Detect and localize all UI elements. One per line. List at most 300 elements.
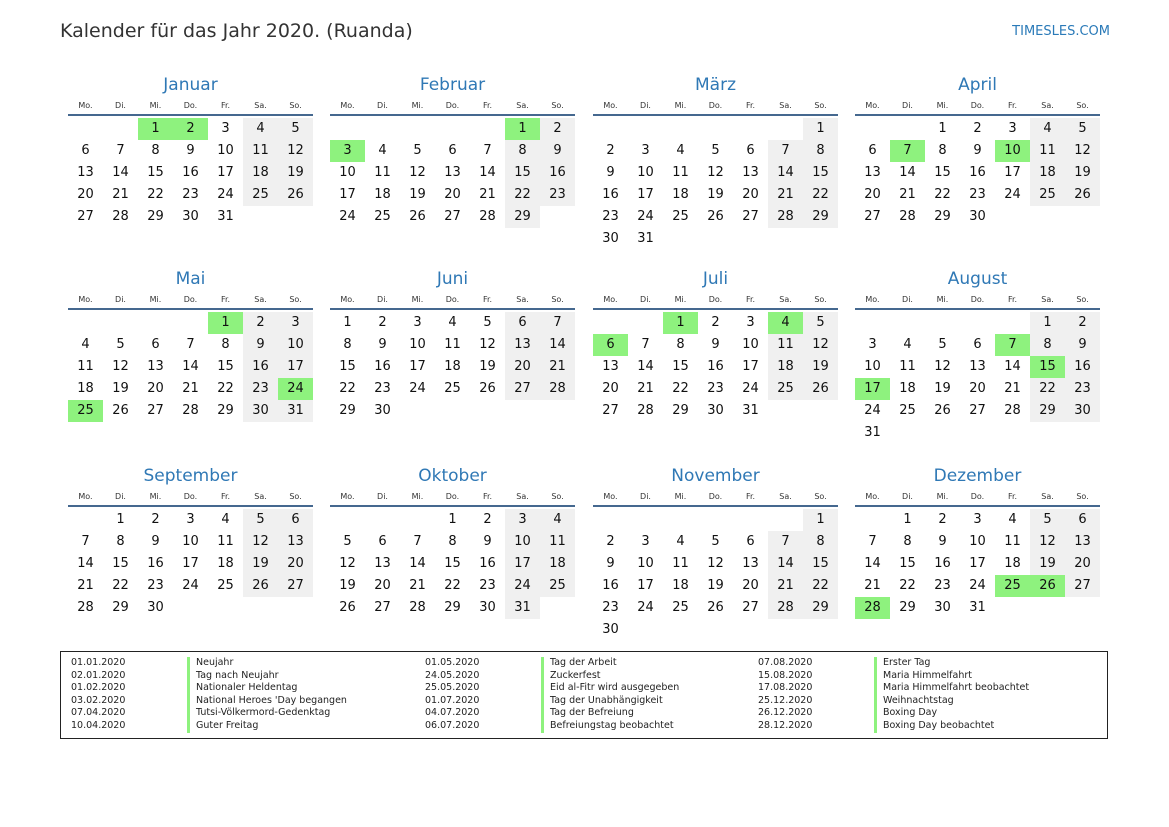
day-cell: 12 (803, 334, 838, 356)
day-cell: 19 (934, 381, 951, 396)
day-cell: 16 (602, 187, 619, 202)
month-7 (593, 266, 838, 422)
weekday-label: Fr. (1007, 492, 1018, 501)
month-11 (593, 463, 838, 641)
day-cell: 6 (1065, 509, 1100, 531)
weekday-label: So. (1076, 295, 1089, 304)
weekday-label: Mo. (78, 295, 93, 304)
holiday-column (415, 657, 679, 733)
day-cell: 13 (742, 556, 759, 571)
day-cell: 31 (969, 600, 986, 615)
empty-day (593, 312, 628, 334)
holiday-name: Maria Himmelfahrt beobachtet (874, 682, 1029, 695)
day-cell: 2 (606, 534, 615, 549)
day-cell: 10 (637, 165, 654, 180)
month-3 (593, 72, 838, 250)
month-2 (330, 72, 575, 228)
day-cell: 30 (707, 403, 724, 418)
day-cell: 3 (746, 315, 755, 330)
day-cell: 11 (1030, 140, 1065, 162)
holiday-name: Befreiungstag beobachtet (541, 720, 674, 733)
holiday-date: 10.04.2020 (71, 719, 126, 731)
holiday-day-cell: 2 (173, 118, 208, 140)
week-row (68, 509, 313, 531)
day-cell: 16 (707, 359, 724, 374)
empty-day (330, 509, 365, 531)
weekday-label: Di. (640, 492, 651, 501)
day-cell: 5 (343, 534, 352, 549)
weekday-label: Di. (902, 101, 913, 110)
day-cell: 21 (479, 187, 496, 202)
day-cell: 4 (81, 337, 90, 352)
day-cell: 2 (151, 512, 160, 527)
day-cell: 9 (151, 534, 160, 549)
week-row (330, 378, 575, 400)
day-cell: 4 (540, 509, 575, 531)
month-5 (68, 266, 313, 422)
weekday-label: Mi. (411, 295, 424, 304)
day-cell: 23 (374, 381, 391, 396)
day-cell: 19 (339, 578, 356, 593)
week-row (593, 312, 838, 334)
day-cell: 23 (147, 578, 164, 593)
day-cell: 2 (938, 512, 947, 527)
day-cell: 23 (1065, 378, 1100, 400)
day-cell: 11 (77, 359, 94, 374)
holiday-day-cell: 17 (855, 378, 890, 400)
week-row (855, 118, 1100, 140)
day-cell: 21 (112, 187, 129, 202)
day-cell: 5 (1030, 509, 1065, 531)
month-1 (68, 72, 313, 228)
empty-day (540, 597, 575, 619)
empty-day (733, 228, 768, 250)
empty-day (173, 597, 208, 619)
day-cell: 23 (602, 600, 619, 615)
site-link[interactable]: TIMESLES.COM (1012, 24, 1110, 39)
week-row (593, 206, 838, 228)
day-cell: 26 (803, 378, 838, 400)
week-row (68, 575, 313, 597)
day-cell: 15 (803, 553, 838, 575)
day-cell: 3 (413, 315, 422, 330)
day-cell: 21 (768, 575, 803, 597)
day-cell: 8 (343, 337, 352, 352)
week-row (855, 334, 1100, 356)
day-cell: 16 (479, 556, 496, 571)
week-row (330, 206, 575, 228)
month-name: Februar (419, 75, 486, 95)
week-row (68, 356, 313, 378)
holiday-name: National Heroes 'Day begangen (187, 695, 347, 708)
day-cell: 14 (112, 165, 129, 180)
holiday-name: Tag nach Neujahr (187, 670, 279, 683)
weekday-label: Fr. (745, 295, 756, 304)
day-cell: 15 (444, 556, 461, 571)
day-cell: 28 (479, 209, 496, 224)
day-cell: 24 (969, 578, 986, 593)
day-cell: 11 (444, 337, 461, 352)
weekday-label: Fr. (1007, 101, 1018, 110)
empty-day (1065, 422, 1100, 444)
day-cell: 15 (934, 165, 951, 180)
day-cell: 30 (243, 400, 278, 422)
day-cell: 16 (374, 359, 391, 374)
day-cell: 7 (768, 140, 803, 162)
holiday-date: 04.07.2020 (425, 707, 480, 719)
day-cell: 27 (602, 403, 619, 418)
day-cell: 17 (278, 356, 313, 378)
month-name: November (671, 466, 760, 486)
empty-day (995, 312, 1030, 334)
week-row (855, 597, 1100, 619)
weekday-label: Mo. (603, 101, 618, 110)
day-cell: 3 (278, 312, 313, 334)
empty-day (698, 118, 733, 140)
day-cell: 12 (707, 165, 724, 180)
day-cell: 26 (278, 184, 313, 206)
weekday-header (593, 98, 838, 116)
day-cell: 9 (938, 534, 947, 549)
day-cell: 1 (116, 512, 125, 527)
day-cell: 12 (339, 556, 356, 571)
day-cell: 12 (243, 531, 278, 553)
empty-day (400, 118, 435, 140)
day-cell: 13 (77, 165, 94, 180)
holiday-date: 17.08.2020 (758, 682, 813, 694)
day-cell: 18 (217, 556, 234, 571)
day-cell: 6 (746, 534, 755, 549)
day-cell: 10 (339, 165, 356, 180)
day-cell: 12 (112, 359, 129, 374)
week-row (68, 206, 313, 228)
weekday-label: Mi. (936, 101, 949, 110)
empty-day (768, 118, 803, 140)
day-cell: 20 (374, 578, 391, 593)
empty-day (698, 228, 733, 250)
day-cell: 4 (676, 143, 685, 158)
day-cell: 28 (899, 209, 916, 224)
day-cell: 3 (973, 512, 982, 527)
day-cell: 22 (339, 381, 356, 396)
holiday-entry (748, 657, 1029, 670)
day-cell: 2 (606, 143, 615, 158)
week-row (593, 334, 838, 356)
day-cell: 29 (112, 600, 129, 615)
week-row (855, 140, 1100, 162)
day-cell: 13 (742, 165, 759, 180)
day-cell: 29 (672, 403, 689, 418)
day-cell: 14 (540, 334, 575, 356)
day-cell: 5 (413, 143, 422, 158)
day-cell: 25 (1030, 184, 1065, 206)
day-cell: 23 (182, 187, 199, 202)
weekday-label: Fr. (1007, 295, 1018, 304)
day-cell: 8 (803, 140, 838, 162)
day-cell: 6 (278, 509, 313, 531)
weekday-label: Di. (377, 295, 388, 304)
day-cell: 11 (672, 165, 689, 180)
day-cell: 2 (711, 315, 720, 330)
holiday-entry (61, 695, 347, 708)
month-name: Oktober (418, 466, 487, 486)
weekday-label: So. (551, 295, 564, 304)
day-cell: 31 (742, 403, 759, 418)
weekday-label: Fr. (482, 101, 493, 110)
day-cell: 22 (1030, 378, 1065, 400)
day-cell: 3 (868, 337, 877, 352)
day-cell: 11 (243, 140, 278, 162)
day-cell: 24 (505, 575, 540, 597)
weekday-header (593, 489, 838, 507)
week-row (855, 206, 1100, 228)
day-cell: 25 (217, 578, 234, 593)
day-cell: 21 (409, 578, 426, 593)
week-row (330, 400, 575, 422)
holiday-entry (748, 670, 1029, 683)
day-cell: 8 (676, 337, 685, 352)
weekday-label: So. (289, 492, 302, 501)
weekday-label: Mo. (865, 101, 880, 110)
day-cell: 28 (77, 600, 94, 615)
week-row (68, 597, 313, 619)
day-cell: 5 (243, 509, 278, 531)
week-row (330, 509, 575, 531)
day-cell: 28 (768, 206, 803, 228)
day-cell: 15 (803, 162, 838, 184)
weekday-label: So. (289, 101, 302, 110)
weekday-label: Sa. (254, 101, 267, 110)
day-cell: 27 (278, 575, 313, 597)
day-cell: 22 (444, 578, 461, 593)
day-cell: 29 (444, 600, 461, 615)
day-cell: 11 (1004, 534, 1021, 549)
empty-day (768, 619, 803, 641)
month-4 (855, 72, 1100, 228)
day-cell: 12 (1065, 140, 1100, 162)
day-cell: 27 (1065, 575, 1100, 597)
week-row (855, 531, 1100, 553)
day-cell: 17 (637, 578, 654, 593)
day-cell: 31 (505, 597, 540, 619)
day-cell: 14 (182, 359, 199, 374)
day-cell: 12 (1030, 531, 1065, 553)
empty-day (243, 206, 278, 228)
day-cell: 23 (540, 184, 575, 206)
day-cell: 13 (147, 359, 164, 374)
day-cell: 11 (899, 359, 916, 374)
empty-day (995, 597, 1030, 619)
day-cell: 23 (969, 187, 986, 202)
empty-day (330, 118, 365, 140)
day-cell: 25 (540, 575, 575, 597)
week-row (855, 162, 1100, 184)
holiday-date: 15.08.2020 (758, 669, 813, 681)
empty-day (470, 400, 505, 422)
day-cell: 17 (1004, 165, 1021, 180)
week-row (593, 531, 838, 553)
day-cell: 18 (672, 578, 689, 593)
empty-day (138, 312, 173, 334)
day-cell: 17 (182, 556, 199, 571)
day-cell: 25 (444, 381, 461, 396)
holiday-entry (415, 670, 679, 683)
day-cell: 10 (182, 534, 199, 549)
holiday-entry (61, 657, 347, 670)
week-row (330, 312, 575, 334)
day-cell: 9 (540, 140, 575, 162)
week-row (68, 400, 313, 422)
day-cell: 27 (864, 209, 881, 224)
day-cell: 9 (606, 165, 615, 180)
day-cell: 16 (1065, 356, 1100, 378)
day-cell: 30 (969, 209, 986, 224)
weekday-label: So. (551, 492, 564, 501)
day-cell: 26 (707, 209, 724, 224)
day-cell: 2 (540, 118, 575, 140)
empty-day (663, 118, 698, 140)
day-cell: 16 (969, 165, 986, 180)
month-name: März (695, 75, 736, 95)
holiday-date: 01.05.2020 (425, 657, 480, 668)
empty-day (628, 312, 663, 334)
day-cell: 26 (339, 600, 356, 615)
day-cell: 4 (1030, 118, 1065, 140)
weekday-header (855, 292, 1100, 310)
empty-day (925, 312, 960, 334)
holiday-day-cell: 25 (68, 400, 103, 422)
day-cell: 11 (217, 534, 234, 549)
week-row (330, 597, 575, 619)
day-cell: 2 (973, 121, 982, 136)
weekday-label: So. (1076, 492, 1089, 501)
holiday-date: 01.07.2020 (425, 694, 480, 706)
holiday-legend (60, 651, 1108, 739)
empty-day (855, 509, 890, 531)
day-cell: 22 (672, 381, 689, 396)
weekday-label: Sa. (1041, 101, 1054, 110)
week-row (68, 531, 313, 553)
day-cell: 26 (243, 575, 278, 597)
weekday-label: Mi. (149, 295, 162, 304)
day-cell: 20 (77, 187, 94, 202)
week-row (330, 575, 575, 597)
day-cell: 18 (540, 553, 575, 575)
day-cell: 13 (969, 359, 986, 374)
day-cell: 10 (409, 337, 426, 352)
day-cell: 11 (540, 531, 575, 553)
holiday-date: 24.05.2020 (425, 669, 480, 681)
weekday-label: So. (1076, 101, 1089, 110)
day-cell: 19 (112, 381, 129, 396)
day-cell: 23 (479, 578, 496, 593)
day-cell: 18 (243, 162, 278, 184)
day-cell: 18 (768, 356, 803, 378)
holiday-name: Tag der Arbeit (541, 657, 617, 670)
weekday-label: Mo. (340, 492, 355, 501)
day-cell: 20 (278, 553, 313, 575)
day-cell: 24 (637, 600, 654, 615)
day-cell: 18 (1030, 162, 1065, 184)
day-cell: 25 (672, 209, 689, 224)
week-row (593, 619, 838, 641)
weekday-label: Mo. (78, 101, 93, 110)
holiday-name: Tag der Befreiung (541, 707, 634, 720)
empty-day (855, 312, 890, 334)
weekday-label: Mi. (411, 492, 424, 501)
day-cell: 4 (221, 512, 230, 527)
day-cell: 9 (606, 556, 615, 571)
empty-day (278, 206, 313, 228)
day-cell: 5 (483, 315, 492, 330)
day-cell: 13 (374, 556, 391, 571)
week-row (593, 597, 838, 619)
holiday-name: Zuckerfest (541, 670, 601, 683)
day-cell: 10 (278, 334, 313, 356)
day-cell: 28 (540, 378, 575, 400)
holiday-entry (415, 695, 679, 708)
day-cell: 26 (934, 403, 951, 418)
empty-day (960, 312, 995, 334)
holiday-entry (415, 657, 679, 670)
day-cell: 23 (934, 578, 951, 593)
day-cell: 9 (1065, 334, 1100, 356)
holiday-day-cell: 7 (995, 334, 1030, 356)
empty-day (890, 118, 925, 140)
empty-day (663, 619, 698, 641)
holiday-entry (61, 682, 347, 695)
day-cell: 31 (637, 231, 654, 246)
day-cell: 19 (278, 162, 313, 184)
holiday-entry (415, 720, 679, 733)
day-cell: 6 (746, 143, 755, 158)
day-cell: 9 (243, 334, 278, 356)
empty-day (365, 118, 400, 140)
day-cell: 5 (938, 337, 947, 352)
weekday-header (330, 292, 575, 310)
holiday-day-cell: 26 (1030, 575, 1065, 597)
day-cell: 25 (243, 184, 278, 206)
day-cell: 22 (803, 575, 838, 597)
holiday-date: 06.07.2020 (425, 719, 480, 731)
empty-day (243, 597, 278, 619)
day-cell: 10 (505, 531, 540, 553)
holiday-day-cell: 4 (768, 312, 803, 334)
day-cell: 12 (409, 165, 426, 180)
day-cell: 10 (969, 534, 986, 549)
day-cell: 30 (182, 209, 199, 224)
day-cell: 30 (934, 600, 951, 615)
day-cell: 18 (444, 359, 461, 374)
day-cell: 30 (1065, 400, 1100, 422)
day-cell: 13 (864, 165, 881, 180)
holiday-entry (415, 682, 679, 695)
month-name: September (143, 466, 238, 486)
day-cell: 23 (602, 209, 619, 224)
holiday-name: Tag der Unabhängigkeit (541, 695, 663, 708)
week-row (68, 184, 313, 206)
weekday-label: Sa. (779, 295, 792, 304)
day-cell: 12 (278, 140, 313, 162)
holiday-date: 25.05.2020 (425, 682, 480, 694)
empty-day (925, 422, 960, 444)
day-cell: 17 (409, 359, 426, 374)
page-title: Kalender für das Jahr 2020. (Ruanda) (60, 20, 413, 42)
day-cell: 14 (899, 165, 916, 180)
day-cell: 30 (374, 403, 391, 418)
month-name: April (958, 75, 997, 95)
day-cell: 18 (672, 187, 689, 202)
